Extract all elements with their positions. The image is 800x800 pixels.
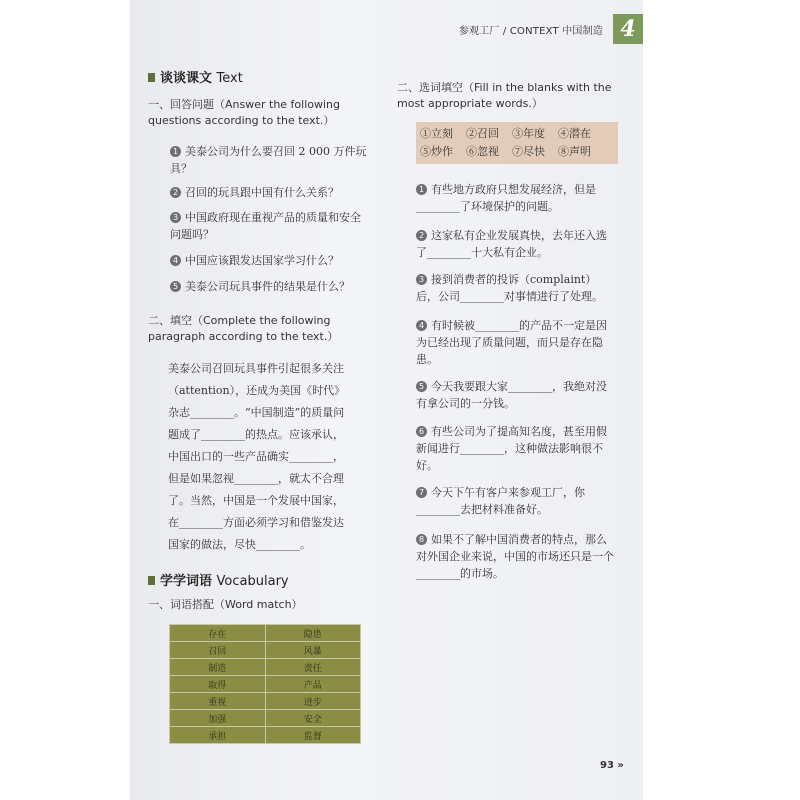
word-left: 取得	[170, 676, 266, 693]
word-left: 召回	[170, 642, 266, 659]
fill-item-4	[416, 317, 616, 368]
word-match-row	[170, 727, 361, 744]
word-match-row	[170, 659, 361, 676]
running-header: 参观工厂 / CONTEXT 中国制造	[458, 26, 603, 37]
word-right: 责任	[265, 659, 361, 676]
item-text: 接到消费者的投诉（complaint）后，公司________对事情进行了处理。	[416, 273, 603, 303]
word-bank-item: ⑤炒作	[420, 145, 453, 158]
part1-heading: 一、回答问题（Answer the following questions according to the text.）	[148, 98, 341, 127]
word-right: 产品	[265, 676, 361, 693]
word-match-row	[170, 710, 361, 727]
fill-item-5	[416, 378, 616, 412]
fill-paragraph: 美泰公司召回玩具事件引起很多关注（attention），还成为美国《时代》杂志________。“中国制造”的质量问题成了________的热点。应该承认，中国出口的一些产品确实________，但是如果忽视________，就太不合理了。当然，中国是一个发展中国家，在________方面必须学习和借鉴发达国家的做法，尽快________。	[168, 362, 346, 551]
word-match-row	[170, 693, 361, 710]
fill-item-2	[416, 227, 616, 261]
word-right: 隐患	[265, 625, 361, 642]
word-match-row	[170, 642, 361, 659]
item-number: 3	[416, 274, 427, 285]
item-text: 有些地方政府只想发展经济，但是________了环境保护的问题。	[416, 183, 596, 213]
word-right: 风暴	[265, 642, 361, 659]
fill-item-7	[416, 484, 616, 518]
word-right: 监督	[265, 727, 361, 744]
word-match-table	[169, 624, 361, 744]
word-match-row	[170, 676, 361, 693]
word-bank-item: ⑧声明	[558, 145, 591, 158]
word-bank-item: ②召回	[466, 127, 499, 140]
question-4: 4 中国应该跟发达国家学习什么？	[170, 252, 370, 269]
page-number: 93 »	[600, 760, 624, 771]
item-number: 7	[416, 487, 427, 498]
fill-item-3	[416, 271, 616, 305]
question-1: 1 美泰公司为什么要召回 2 000 万件玩具？	[170, 145, 367, 175]
item-number: 5	[416, 381, 427, 392]
word-bank-item: ③年度	[512, 127, 545, 140]
word-bank-item: ①立刻	[420, 127, 453, 140]
question-2: 2 召回的玩具跟中国有什么关系？	[170, 184, 370, 201]
fill-item-8	[416, 531, 616, 582]
word-right: 进步	[265, 693, 361, 710]
word-bank-item: ⑥忽视	[466, 145, 499, 158]
item-text: 这家私有企业发展真快，去年还入选了________十大私有企业。	[416, 229, 607, 259]
fill-item-6	[416, 423, 616, 474]
item-number: 1	[416, 184, 427, 195]
word-bank	[416, 122, 618, 164]
item-text: 今天下午有客户来参观工厂，你________去把材料准备好。	[416, 486, 585, 516]
chapter-badge: 4	[613, 14, 643, 44]
word-right: 安全	[265, 710, 361, 727]
item-number: 4	[416, 320, 427, 331]
word-match-row	[170, 625, 361, 642]
fill-item-1	[416, 181, 616, 215]
word-left: 重视	[170, 693, 266, 710]
word-left: 承担	[170, 727, 266, 744]
word-left: 存在	[170, 625, 266, 642]
word-bank-item: ④潜在	[558, 127, 591, 140]
section-marker-icon	[148, 73, 155, 82]
section-title-text: 谈谈课文 Text	[148, 67, 243, 86]
word-bank-item: ⑦尽快	[512, 145, 545, 158]
item-text: 今天我要跟大家________，我绝对没有拿公司的一分钱。	[416, 380, 607, 410]
part2-heading: 二、填空（Complete the following paragraph according to the text.）	[148, 314, 339, 343]
fill-heading: 二、选词填空（Fill in the blanks with the most appropriate words.）	[397, 81, 612, 110]
item-text: 有些公司为了提高知名度，甚至用假新闻进行________，这种做法影响很不好。	[416, 425, 607, 472]
question-3: 3 中国政府现在重视产品的质量和安全问题吗？	[170, 211, 361, 241]
question-5: 5 美泰公司玩具事件的结果是什么？	[170, 278, 370, 295]
item-text: 如果不了解中国消费者的特点，那么对外国企业来说，中国的市场还只是一个________的市场。	[416, 533, 614, 580]
item-number: 6	[416, 426, 427, 437]
word-left: 加强	[170, 710, 266, 727]
word-match-heading: 一、词语搭配（Word match）	[148, 598, 303, 611]
section-marker-icon	[148, 576, 155, 585]
item-number: 8	[416, 534, 427, 545]
item-text: 有时候被________的产品不一定是因为已经出现了质量问题，而只是存在隐患。	[416, 319, 607, 366]
word-left: 制造	[170, 659, 266, 676]
item-number: 2	[416, 230, 427, 241]
section-title-vocabulary: 学学词语 Vocabulary	[148, 570, 289, 589]
